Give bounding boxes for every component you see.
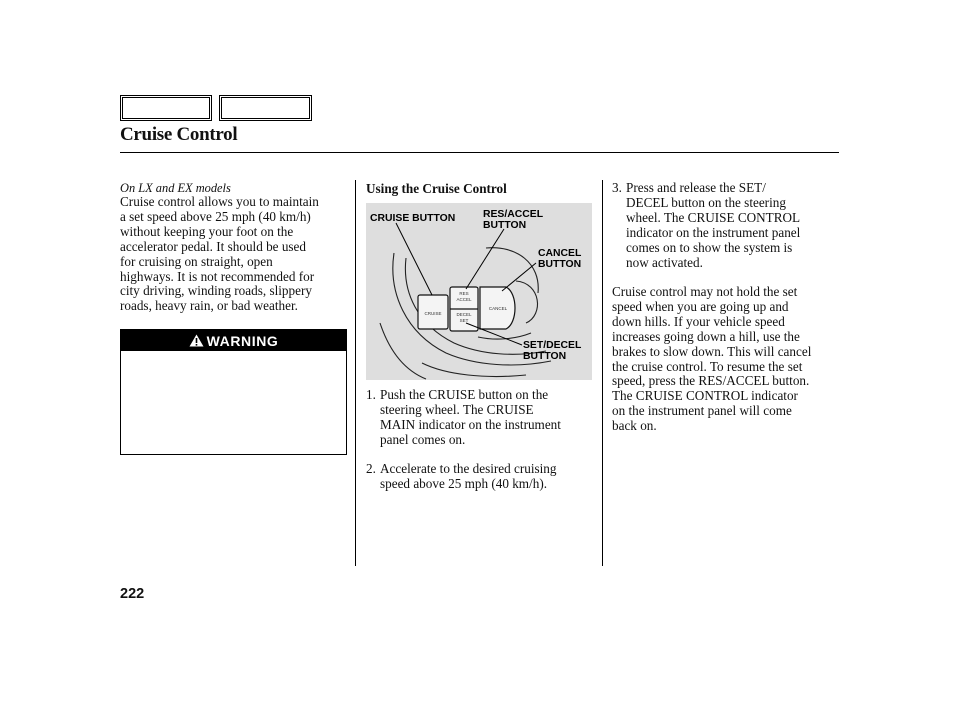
nav-tab-box-2[interactable]: [219, 95, 312, 121]
paragraph-line: down hills. If your vehicle speed: [612, 313, 785, 329]
intro-line: Cruise control allows you to maintain: [120, 194, 319, 209]
nav-tab-box-1[interactable]: [120, 95, 212, 121]
step-text: [380, 388, 561, 448]
warning-box: [120, 329, 347, 455]
paragraph-line: the cruise control. To resume the set: [612, 358, 803, 374]
paragraph-line: The CRUISE CONTROL indicator: [612, 388, 798, 404]
button-label-decel: DECEL: [456, 312, 472, 317]
button-label-cancel: CANCEL: [488, 306, 508, 311]
intro-paragraph: [120, 195, 350, 314]
column-divider-right: [602, 180, 603, 566]
paragraph-line: increases going down a hill, use the: [612, 328, 800, 344]
step-line: steering wheel. The CRUISE: [380, 401, 534, 417]
steering-wheel-illustration: [366, 203, 592, 380]
paragraph-line: back on.: [612, 418, 657, 434]
callout-line: BUTTON: [523, 351, 567, 362]
step-number: 3.: [612, 180, 622, 195]
speed-hold-paragraph: [612, 285, 844, 434]
intro-line: roads, heavy rain, or bad weather.: [120, 298, 298, 314]
page-number: 222: [120, 586, 145, 602]
intro-line: for cruising on straight, open: [120, 253, 273, 269]
step-line: wheel. The CRUISE CONTROL: [626, 209, 801, 225]
callout-cruise-button: CRUISE BUTTON: [370, 213, 456, 224]
step-line: now activated.: [626, 254, 703, 270]
warning-header: [121, 330, 346, 351]
title-rule: [120, 152, 839, 153]
warning-label: WARNING: [206, 332, 279, 349]
intro-line: city driving, winding roads, slippery: [120, 283, 312, 299]
callout-line: BUTTON: [483, 220, 527, 231]
step-line: DECEL button on the steering: [626, 194, 786, 210]
page-title: Cruise Control: [120, 124, 238, 145]
step-number: 1.: [366, 387, 376, 402]
intro-line: a set speed above 25 mph (40 km/h): [120, 208, 311, 224]
callout-line: CANCEL: [538, 248, 582, 259]
button-label-cruise: CRUISE: [424, 311, 442, 316]
callout-line: SET/DECEL: [523, 340, 582, 351]
step-line: speed above 25 mph (40 km/h).: [380, 475, 548, 491]
column-divider-left: [355, 180, 356, 566]
intro-line: highways. It is not recommended for: [120, 268, 315, 284]
warning-triangle-icon: [189, 334, 204, 347]
paragraph-line: brakes to slow down. This will cancel: [612, 343, 812, 359]
paragraph-line: Cruise control may not hold the set: [612, 284, 798, 299]
intro-column: [120, 181, 350, 314]
step-text: [626, 181, 800, 270]
paragraph-line: speed when you are going up and: [612, 298, 789, 314]
callout-line: RES/ACCEL: [483, 209, 544, 220]
button-label-set: SET: [459, 318, 469, 323]
callout-line: BUTTON: [538, 259, 582, 270]
step-text: [380, 462, 557, 492]
button-label-res: RES: [459, 291, 469, 296]
button-label-accel: ACCEL: [456, 297, 472, 302]
step-line: Press and release the SET/: [626, 180, 766, 195]
intro-line: without keeping your foot on the: [120, 223, 294, 239]
callout-cancel-button: [538, 248, 581, 270]
paragraph-line: on the instrument panel will come: [612, 403, 792, 419]
step-line: Accelerate to the desired cruising: [380, 461, 557, 476]
step-line: panel comes on.: [380, 431, 466, 447]
section-heading: Using the Cruise Control: [366, 181, 507, 196]
step-line: MAIN indicator on the instrument: [380, 416, 561, 432]
step-line: Push the CRUISE button on the: [380, 387, 549, 402]
instructions-column: [366, 181, 594, 196]
step-line: indicator on the instrument panel: [626, 224, 801, 240]
step-number: 2.: [366, 461, 376, 476]
models-note: On LX and EX models: [120, 181, 231, 195]
intro-line: accelerator pedal. It should be used: [120, 238, 307, 254]
paragraph-line: speed, press the RES/ACCEL button.: [612, 373, 810, 389]
callout-res-accel-button: [483, 209, 543, 231]
callout-set-decel-button: [523, 340, 581, 362]
step-line: comes on to show the system is: [626, 239, 793, 255]
